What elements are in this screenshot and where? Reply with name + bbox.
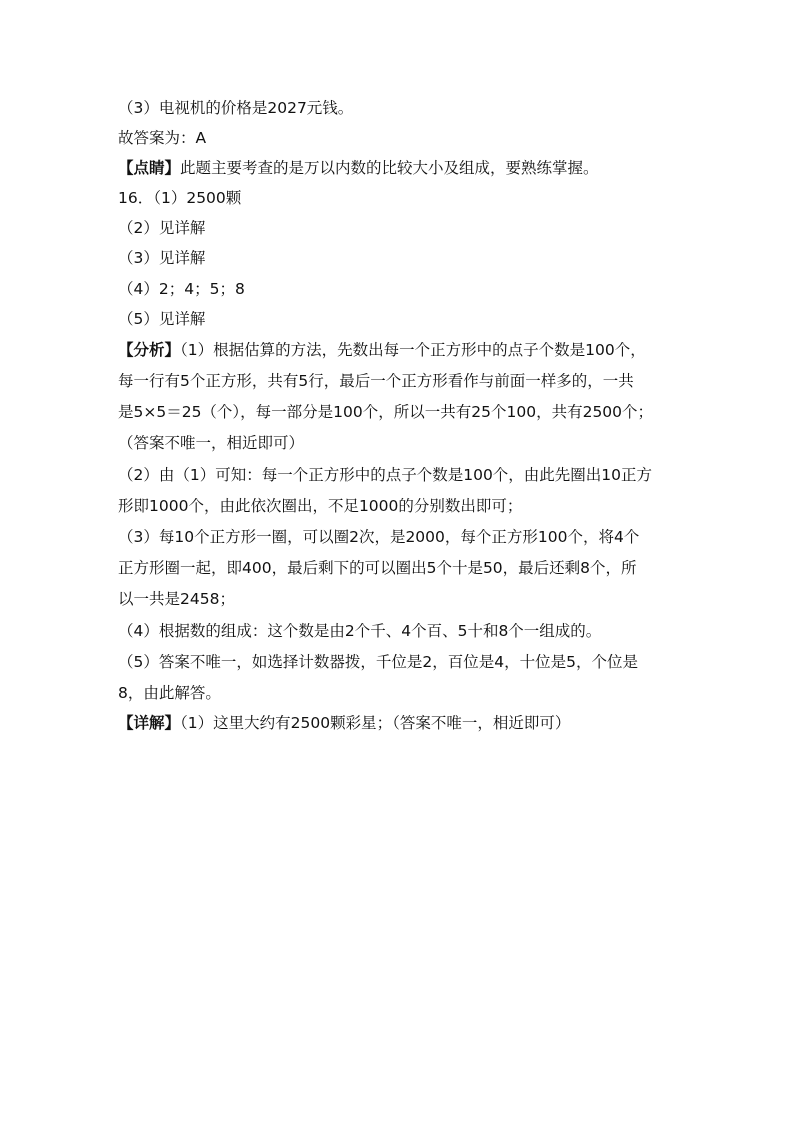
text-line: （3）见详解 (118, 249, 206, 267)
section-tag: 【详解】 (118, 714, 181, 732)
analysis-line: 【分析】（1）根据估算的方法，先数出每一个正方形中的点子个数是100个， (118, 341, 646, 359)
text-line: （3）电视机的价格是2027元钱。 (118, 99, 354, 117)
text-line: （4）根据数的组成：这个数是由2个千、4个百、5十和8个一组成的。 (118, 622, 602, 640)
text-line: （3）每10个正方形一圈，可以圈2次，是2000，每个正方形100个，将4个 (118, 528, 640, 546)
text-line: （2）由（1）可知：每一个正方形中的点子个数是100个，由此先圈出10正方 (118, 466, 653, 484)
comment-line: 【点睛】此题主要考查的是万以内数的比较大小及组成，要熟练掌握。 (118, 159, 599, 177)
text-line: 故答案为：A (118, 129, 207, 147)
text-line: （5）答案不唯一，如选择计数器拨，千位是2，百位是4，十位是5，个位是 (118, 653, 638, 671)
detail-line: 【详解】（1）这里大约有2500颗彩星；（答案不唯一，相近即可） (118, 714, 571, 732)
text-line: 形即1000个，由此依次圈出，不足1000的分别数出即可； (118, 497, 523, 515)
text-line: 每一行有5个正方形，共有5行，最后一个正方形看作与前面一样多的，一共 (118, 372, 634, 390)
text-line: 是5×5＝25（个），每一部分是100个，所以一共有25个100，共有2500个； (118, 403, 654, 421)
text-line: （2）见详解 (118, 219, 206, 237)
section-tag: 【点睛】 (118, 159, 181, 177)
text-line: （5）见详解 (118, 310, 206, 328)
question-number-line: 16．（1）2500颗 (118, 189, 242, 207)
text-line: 正方形圈一起，即400，最后剩下的可以圈出5个十是50，最后还剩8个，所 (118, 559, 637, 577)
text-line: 8，由此解答。 (118, 684, 221, 702)
text-line: （答案不唯一，相近即可） (118, 434, 305, 452)
section-tag: 【分析】 (118, 341, 181, 359)
text-line: 以一共是2458； (118, 590, 235, 608)
text-line: （4）2；4；5；8 (118, 280, 245, 298)
